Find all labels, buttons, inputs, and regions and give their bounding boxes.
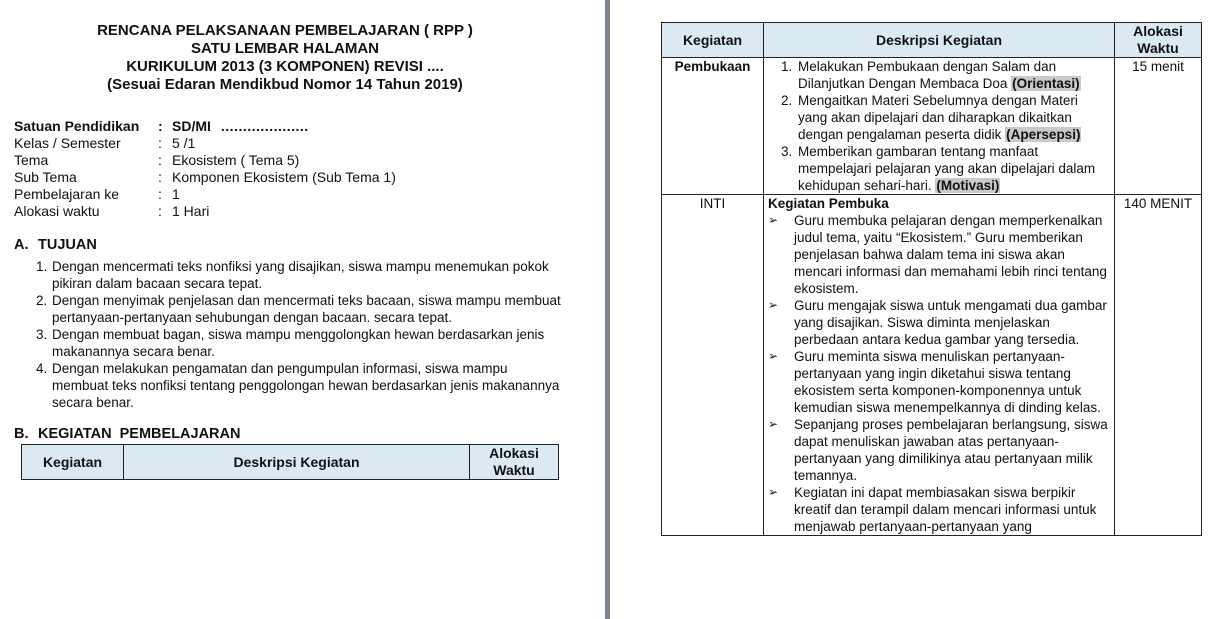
step-tag-apersepsi: (Apersepsi) <box>1006 127 1081 142</box>
list-item-number: 3. <box>36 327 48 342</box>
list-item-number: 1. <box>36 259 48 274</box>
section-heading-kegiatan <box>14 426 240 442</box>
pembukaan-steps <box>768 58 1110 194</box>
section-title-kegiatan: KEGIATAN PEMBELAJARAN <box>38 426 241 442</box>
table-header-row <box>22 445 559 480</box>
deskripsi-pembukaan <box>764 58 1115 195</box>
satuan-value: SD/MI <box>172 118 211 134</box>
kelas-colon: : <box>158 135 162 151</box>
arrow-bullet-icon: ➢ <box>768 417 779 431</box>
kelas-label: Kelas / Semester <box>14 135 121 151</box>
list-item <box>764 297 1114 348</box>
bullet-text: Kegiatan ini dapat membiasakan siswa berpikir kreatif dan terampil dalam mencari informasi untuk menjawab pertanyaan-pertanyaan yang <box>794 485 1097 534</box>
bullet-text: Guru membuka pelajaran dengan memperkenalkan judul tema, yaitu “Ekosistem.” Guru memberikan penjelasan bahwa dalam tema ini siswa akan mencari informasi dan memahami lebih rinci tentang ekosistem. <box>794 213 1107 296</box>
table-row-inti <box>662 195 1202 536</box>
pembelajaran-label: Pembelajaran ke <box>14 186 120 202</box>
subtema-colon: : <box>158 169 162 185</box>
pembelajaran-value: 1 <box>172 186 180 202</box>
arrow-bullet-icon: ➢ <box>768 485 779 499</box>
alokasi-label: Alokasi waktu <box>14 203 100 219</box>
bullet-text: Guru mengajak siswa untuk mengamati dua gambar yang disajikan. Siswa diminta menjelaskan perbedaan antara kedua gambar yang tersedia. <box>794 298 1107 347</box>
list-item-text: Dengan melakukan pengamatan dan pengumpulan informasi, siswa mampu membuat teks nonfiksi tentang penggolongan hewan berdasarkan jenis makanannya secara benar. <box>52 361 560 410</box>
list-item <box>36 292 566 326</box>
title-line-2: SATU LEMBAR HALAMAN <box>190 40 380 57</box>
list-item-text: Dengan membuat bagan, siswa mampu menggolongkan hewan berdasarkan jenis makanannya secara benar. <box>52 327 545 359</box>
tema-value: Ekosistem ( Tema 5) <box>172 152 300 168</box>
section-title-tujuan: TUJUAN <box>38 237 97 253</box>
title-line-3: KURIKULUM 2013 (3 KOMPONEN) REVISI .... <box>126 58 444 75</box>
time-pembukaan: 15 menit <box>1115 58 1202 195</box>
step-text: Melakukan Pembukaan dengan Salam dan Dilanjutkan Dengan Membaca Doa <box>798 59 1057 91</box>
kegiatan-table-header-left <box>21 444 559 480</box>
header-deskripsi: Deskripsi Kegiatan <box>124 445 470 480</box>
satuan-row <box>14 118 396 135</box>
satuan-dots: .................... <box>220 118 309 134</box>
list-item-text: Dengan menyimak penjelasan dan mencermati teks bacaan, siswa mampu membuat pertanyaan-pertanyaan sehubungan dengan bacaan. secara tepat. <box>52 293 561 325</box>
list-item-number: 4. <box>36 361 48 376</box>
list-item <box>796 143 1110 194</box>
arrow-bullet-icon: ➢ <box>768 213 779 227</box>
section-letter-a: A. <box>14 237 29 253</box>
step-tag-orientasi: (Orientasi) <box>1012 76 1080 91</box>
header-deskripsi: Deskripsi Kegiatan <box>764 23 1115 58</box>
arrow-bullet-icon: ➢ <box>768 298 779 312</box>
inti-heading: Kegiatan Pembuka <box>768 196 889 211</box>
deskripsi-inti <box>764 195 1115 536</box>
time-inti: 140 MENIT <box>1115 195 1202 536</box>
document-page-right <box>610 0 1215 619</box>
list-item <box>764 484 1114 535</box>
subtema-row <box>14 169 396 186</box>
step-text: Mengaitkan Materi Sebelumnya dengan Materi yang akan dipelajari dan diharapkan dikaitkan dengan pengalaman peserta didik <box>798 93 1078 142</box>
title-line-1: RENCANA PELAKSANAAN PEMBELAJARAN ( RPP ) <box>97 22 473 39</box>
table-row-pembukaan <box>662 58 1202 195</box>
header-kegiatan: Kegiatan <box>22 445 124 480</box>
bullet-text: Sepanjang proses pembelajaran berlangsung, siswa dapat menuliskan jawaban atas pertanyaan-pertanyaan yang dimilikinya atau pertanyaan milik temannya. <box>794 417 1108 483</box>
alokasi-value: 1 Hari <box>172 203 210 219</box>
alokasi-colon: : <box>158 203 162 219</box>
list-item <box>36 258 566 292</box>
inti-bullets <box>764 212 1114 535</box>
list-item-text: Dengan mencermati teks nonfiksi yang disajikan, siswa mampu menemukan pokok pikiran dalam bacaan secara tepat. <box>52 259 549 291</box>
table-header-row <box>662 23 1202 58</box>
arrow-bullet-icon: ➢ <box>768 349 779 363</box>
tema-colon: : <box>158 152 162 168</box>
step-tag-motivasi: (Motivasi) <box>936 178 1000 193</box>
list-item <box>796 58 1110 92</box>
list-item <box>764 212 1114 297</box>
identity-block <box>14 118 396 220</box>
section-letter-b: B. <box>14 426 29 442</box>
section-heading-tujuan <box>14 237 97 253</box>
alokasi-row <box>14 203 396 220</box>
list-item-number: 2. <box>36 293 48 308</box>
header-kegiatan: Kegiatan <box>662 23 764 58</box>
tema-row <box>14 152 396 169</box>
list-item <box>796 92 1110 143</box>
list-item <box>764 348 1114 416</box>
title-line-4: (Sesuai Edaran Mendikbud Nomor 14 Tahun 2019) <box>107 76 463 93</box>
tujuan-list <box>36 258 566 411</box>
kelas-row <box>14 135 396 152</box>
kegiatan-table <box>661 22 1202 536</box>
header-alokasi: Alokasi Waktu <box>470 445 559 480</box>
document-page-left <box>0 0 605 619</box>
phase-inti: INTI <box>662 195 764 536</box>
pembelajaran-row <box>14 186 396 203</box>
list-item <box>764 416 1114 484</box>
subtema-label: Sub Tema <box>14 169 77 185</box>
list-item <box>36 360 566 411</box>
tema-label: Tema <box>14 152 49 168</box>
step-text: Memberikan gambaran tentang manfaat mempelajari pelajaran yang akan dipelajari dalam kehidupan sehari-hari. <box>798 144 1096 193</box>
subtema-value: Komponen Ekosistem (Sub Tema 1) <box>172 169 396 185</box>
satuan-label: Satuan Pendidikan <box>14 118 140 134</box>
pembelajaran-colon: : <box>158 186 162 202</box>
satuan-colon: : <box>158 118 163 134</box>
document-title <box>0 22 570 94</box>
kelas-value: 5 /1 <box>172 135 196 151</box>
header-alokasi: Alokasi Waktu <box>1115 23 1202 58</box>
list-item <box>36 326 566 360</box>
phase-pembukaan: Pembukaan <box>662 58 764 195</box>
bullet-text: Guru meminta siswa menuliskan pertanyaan-pertanyaan yang ingin diketahui siswa tentang ekosistem serta komponen-komponennya untuk kemudian siswa menempelkannya di dinding kelas. <box>794 349 1101 415</box>
